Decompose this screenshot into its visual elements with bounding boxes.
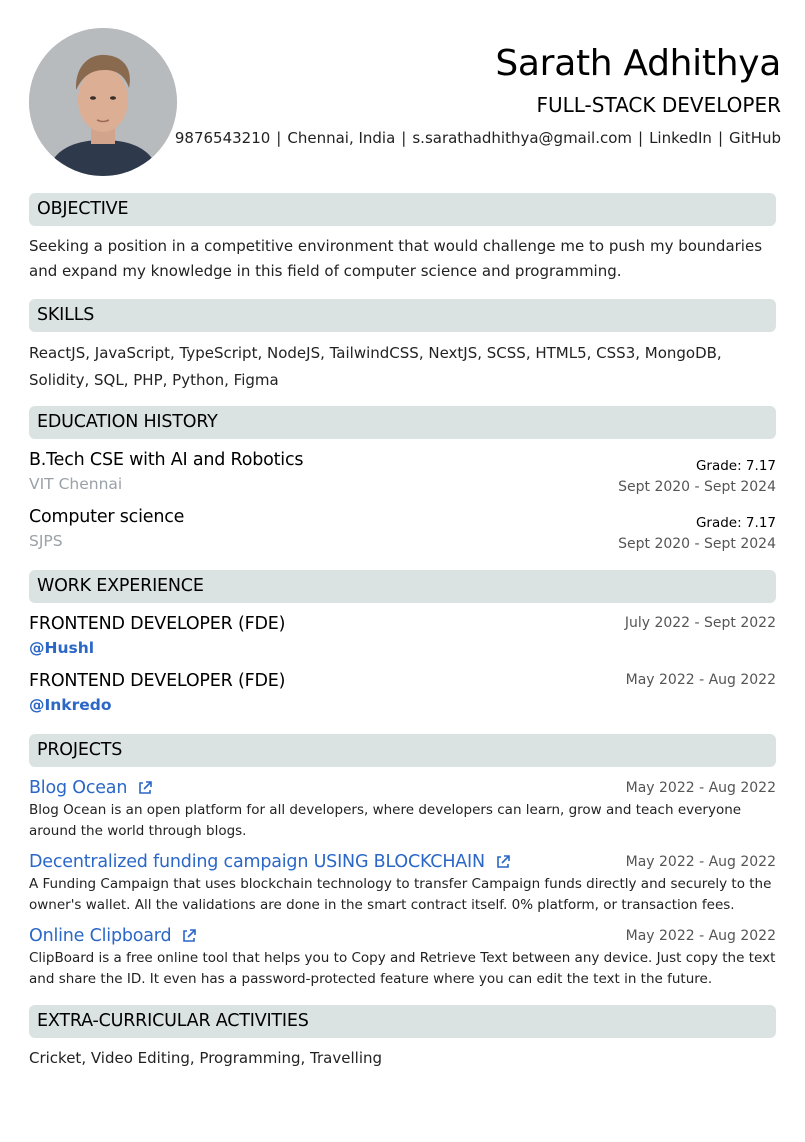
project-dates: May 2022 - Aug 2022 bbox=[625, 780, 776, 796]
external-link-icon[interactable] bbox=[495, 854, 511, 870]
project-link[interactable] bbox=[29, 924, 197, 948]
external-link-icon[interactable] bbox=[137, 780, 153, 796]
separator: | bbox=[401, 129, 407, 147]
education-entry bbox=[29, 505, 776, 553]
education-meta bbox=[618, 454, 776, 498]
work-meta bbox=[626, 669, 776, 691]
project-item bbox=[29, 924, 776, 990]
phone: 9876543210 bbox=[174, 129, 271, 147]
project-item bbox=[29, 776, 776, 842]
school: VIT Chennai bbox=[29, 475, 123, 493]
location: Chennai, India bbox=[287, 129, 396, 147]
education-dates: Sept 2020 - Sept 2024 bbox=[618, 536, 776, 552]
extra-text: Cricket, Video Editing, Programming, Travelling bbox=[29, 1049, 383, 1067]
profile-photo bbox=[29, 28, 177, 176]
objective-text: Seeking a position in a competitive environment that would challenge me to push my boundaries and expand my knowledge in this field of computer science and programming. bbox=[29, 237, 763, 280]
project-title[interactable]: Decentralized funding campaign USING BLOCKCHAIN bbox=[29, 852, 485, 872]
section-projects: PROJECTS bbox=[29, 734, 776, 767]
job-title: FULL-STACK DEVELOPER bbox=[536, 93, 781, 117]
linkedin-link[interactable]: LinkedIn bbox=[649, 129, 712, 147]
avatar bbox=[29, 28, 177, 176]
work-dates: May 2022 - Aug 2022 bbox=[625, 672, 776, 688]
work-entry bbox=[29, 669, 776, 717]
section-objective: OBJECTIVE bbox=[29, 193, 776, 226]
project-dates: May 2022 - Aug 2022 bbox=[625, 854, 776, 870]
project-link[interactable] bbox=[29, 776, 153, 800]
header bbox=[175, 40, 781, 150]
project-description: A Funding Campaign that uses blockchain technology to transfer Campaign funds directly and securely to the owner's wallet. All the validations are done in the smart contract itself. 0% platform, or transaction fees. bbox=[29, 876, 772, 913]
skills-text: ReactJS, JavaScript, TypeScript, NodeJS, TailwindCSS, NextJS, SCSS, HTML5, CSS3, MongoDB, Solidity, SQL, PHP, Python, Figma bbox=[29, 344, 722, 389]
section-work: WORK EXPERIENCE bbox=[29, 570, 776, 603]
grade: Grade: 7.17 bbox=[695, 515, 776, 531]
work-entry bbox=[29, 612, 776, 660]
education-dates: Sept 2020 - Sept 2024 bbox=[618, 479, 776, 495]
contact-line bbox=[175, 126, 781, 150]
full-name: Sarath Adhithya bbox=[495, 43, 781, 84]
separator: | bbox=[276, 129, 282, 147]
section-extra: EXTRA-CURRICULAR ACTIVITIES bbox=[29, 1005, 776, 1038]
grade: Grade: 7.17 bbox=[695, 458, 776, 474]
company-link[interactable]: @Inkredo bbox=[29, 696, 112, 714]
section-skills: SKILLS bbox=[29, 299, 776, 332]
separator: | bbox=[638, 129, 644, 147]
email-link[interactable]: s.sarathadhithya@gmail.com bbox=[412, 129, 633, 147]
project-description: ClipBoard is a free online tool that helps you to Copy and Retrieve Text between any device. Just copy the text and share the ID. It even has a password-protected feature where you can edit the text in the future. bbox=[29, 950, 776, 987]
project-title[interactable]: Online Clipboard bbox=[29, 926, 172, 946]
work-meta bbox=[625, 612, 776, 634]
github-link[interactable]: GitHub bbox=[729, 129, 781, 147]
project-dates: May 2022 - Aug 2022 bbox=[625, 928, 776, 944]
education-meta bbox=[618, 511, 776, 555]
external-link-icon[interactable] bbox=[181, 928, 197, 944]
degree: Computer science bbox=[29, 507, 185, 527]
project-item bbox=[29, 850, 776, 916]
company-link[interactable]: @Hushl bbox=[29, 639, 95, 657]
degree: B.Tech CSE with AI and Robotics bbox=[29, 450, 304, 470]
project-link[interactable] bbox=[29, 850, 511, 874]
project-title[interactable]: Blog Ocean bbox=[29, 778, 128, 798]
work-title: FRONTEND DEVELOPER (FDE) bbox=[29, 671, 286, 691]
education-entry bbox=[29, 448, 776, 496]
separator: | bbox=[717, 129, 724, 147]
section-education: EDUCATION HISTORY bbox=[29, 406, 776, 439]
school: SJPS bbox=[29, 532, 63, 550]
project-description: Blog Ocean is an open platform for all developers, where developers can learn, grow and teach everyone around the world through blogs. bbox=[29, 802, 742, 839]
work-title: FRONTEND DEVELOPER (FDE) bbox=[29, 614, 286, 634]
work-dates: July 2022 - Sept 2022 bbox=[624, 615, 776, 631]
